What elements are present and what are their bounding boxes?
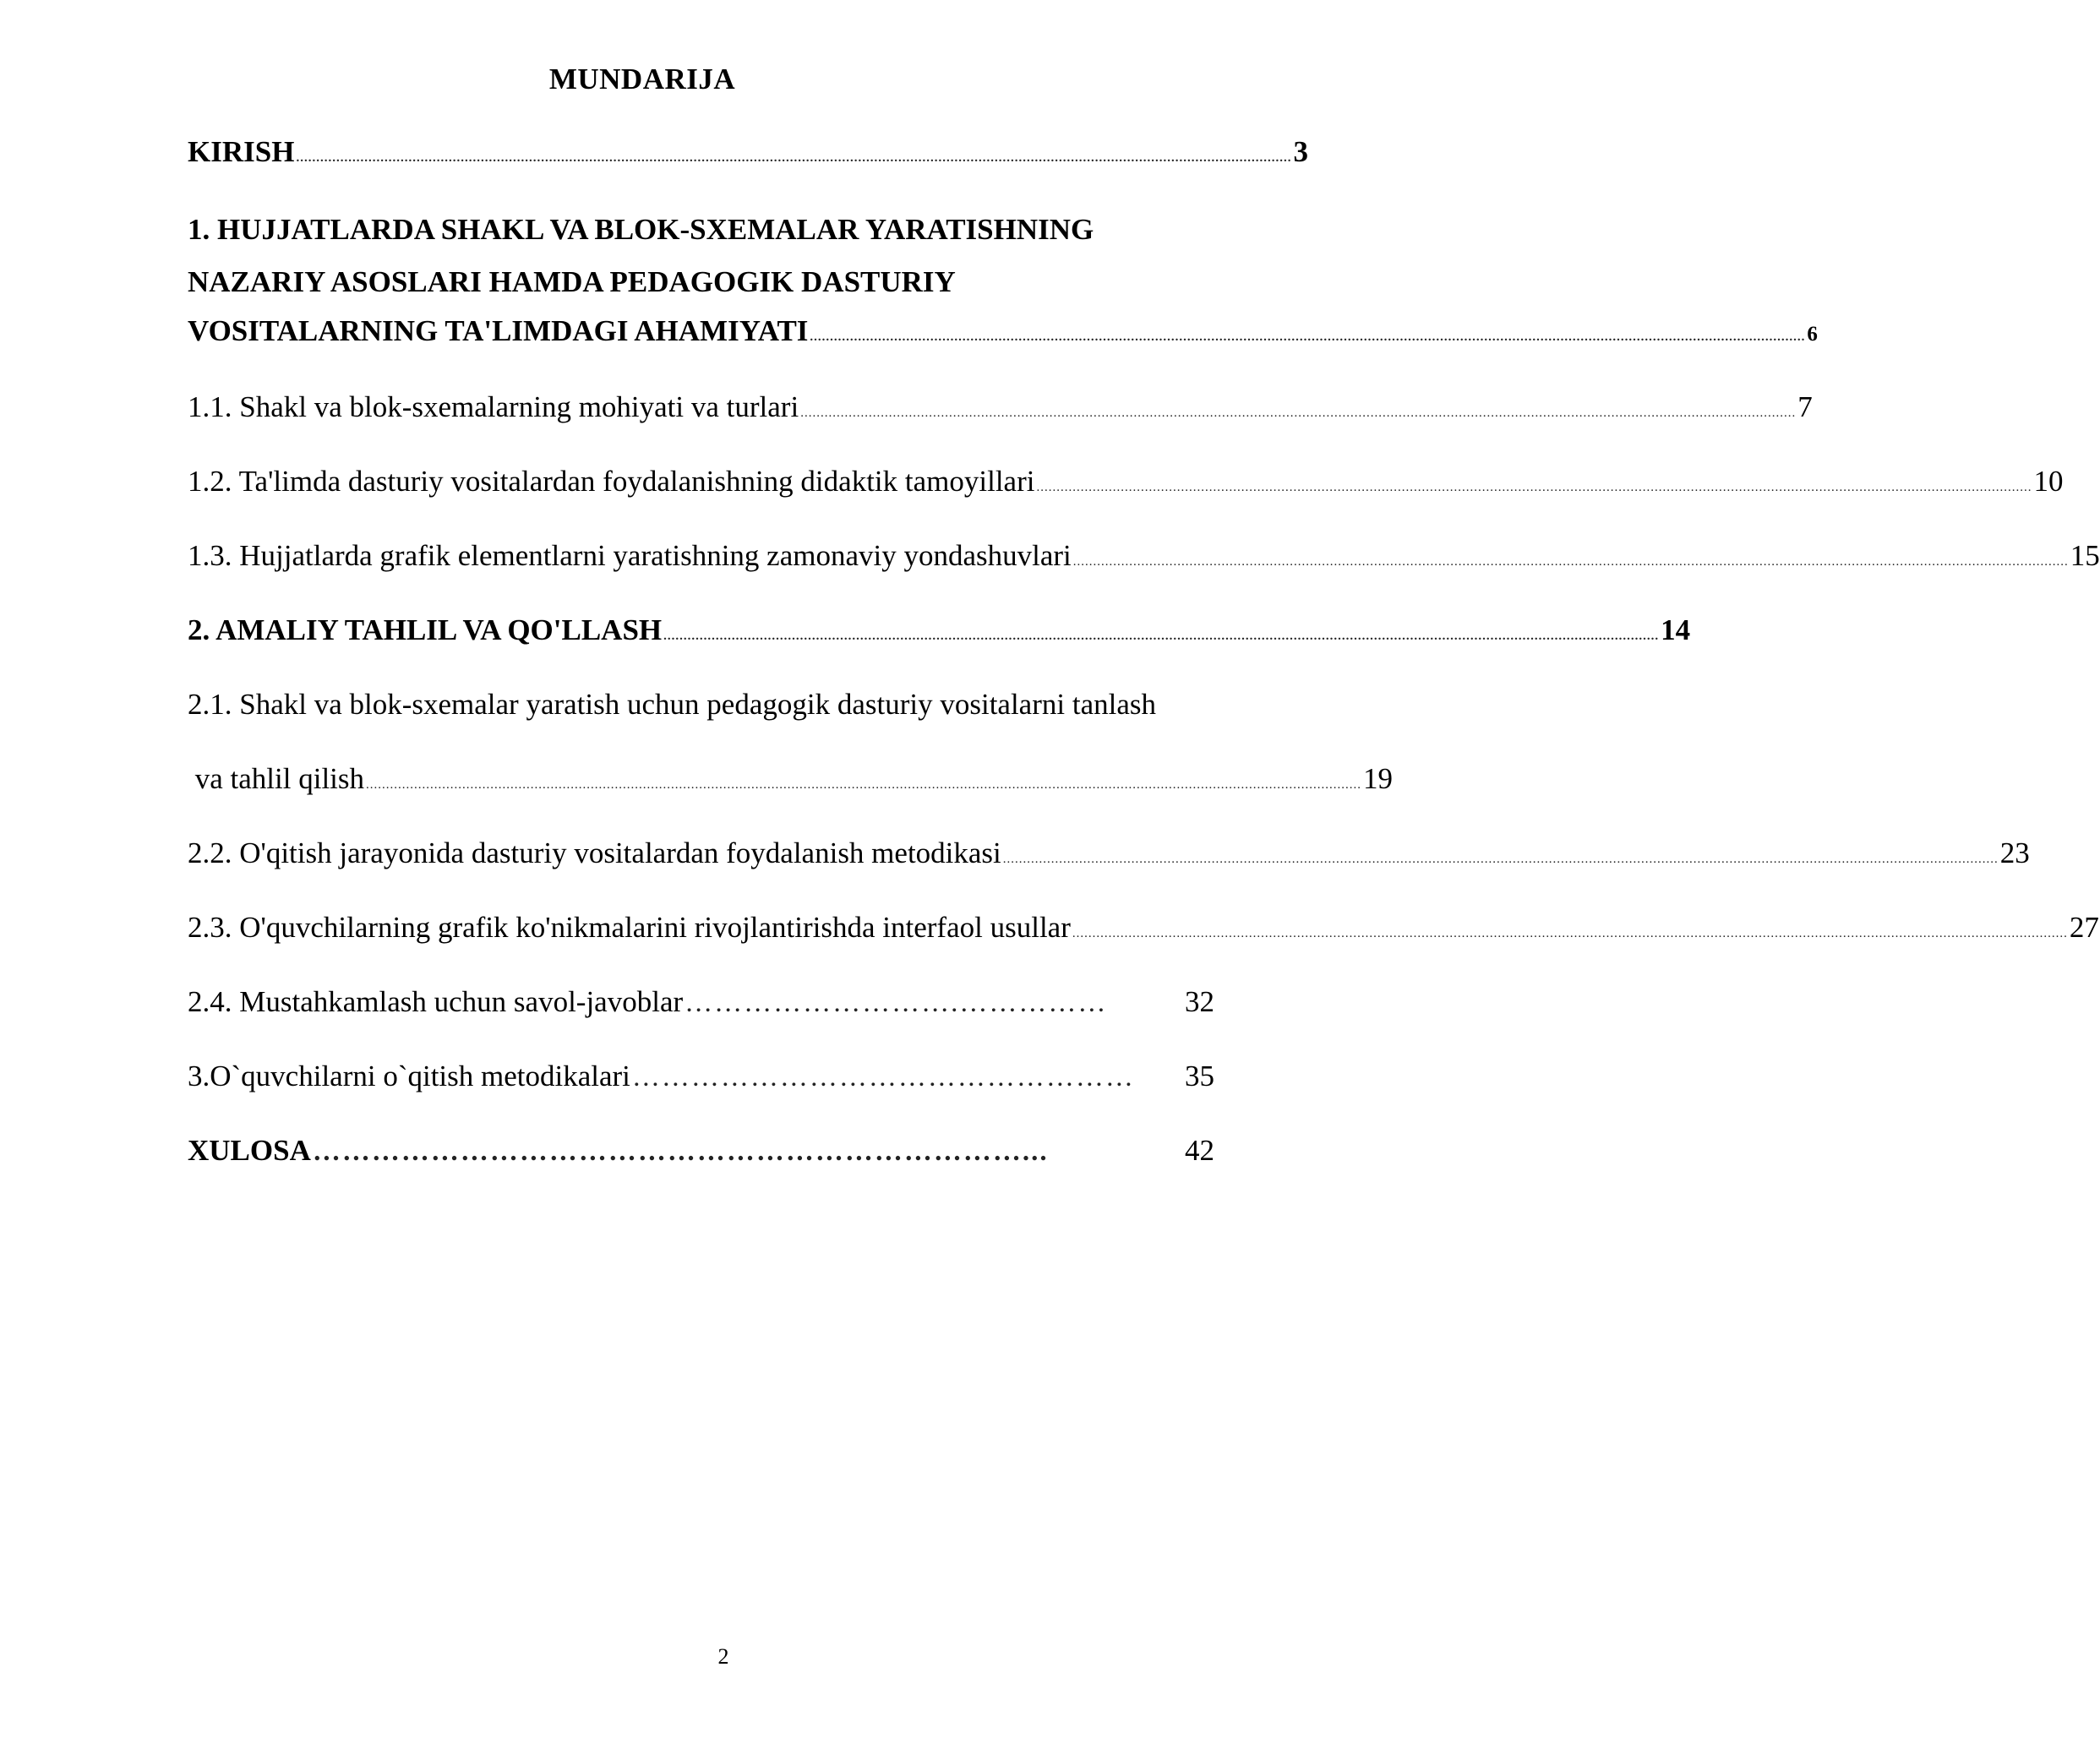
dot-leader: ........................................................................................................................................................................................................................................................	[810, 330, 1806, 344]
toc-entry-label: 2.2. O'qitish jarayonida dasturiy vositalardan foydalanish metodikasi	[188, 836, 1001, 869]
toc-entry-label: 2. AMALIY TAHLIL VA QO'LLASH	[188, 613, 663, 646]
toc-page-number: 15	[2070, 539, 2100, 572]
toc-entry-label: 1.3. Hujjatlarda grafik elementlarni yaratishning zamonaviy yondashuvlari	[188, 539, 1072, 572]
dot-leader: ........................................................................................................................................................................................................................................................	[1036, 481, 2032, 494]
toc-entry-2-3[interactable]	[188, 911, 2099, 962]
toc-entry-kirish[interactable]	[188, 135, 1308, 186]
dot-leader: ……………………….……………	[685, 988, 1108, 1018]
toc-entry-label: 3.O`quvchilarni o`qitish metodikalari	[188, 1060, 630, 1092]
toc-entry-1-3[interactable]	[188, 539, 2100, 590]
toc-entry-chapter1[interactable]	[188, 314, 1818, 365]
toc-page-number: 23	[1999, 836, 2030, 869]
toc-page-number: 27	[2069, 911, 2099, 944]
dot-leader: ........................................................................................................................................................................................................................................................	[800, 406, 1797, 420]
toc-page-number: 19	[1363, 762, 1394, 795]
toc-entry-2-1[interactable]	[188, 762, 1394, 813]
toc-page-number: 14	[1661, 613, 1691, 646]
dot-leader: ........................................................................................................................................................................................................................................................	[296, 151, 1292, 165]
toc-entry-label: 2.1. Shakl va blok-sxemalar yaratish uchun pedagogik dasturiy vositalarni tanlash	[188, 688, 1156, 721]
toc-entry-chapter1-line2[interactable]: NAZARIY ASOSLARI HAMDA PEDAGOGIK DASTURIY	[188, 265, 956, 298]
toc-entry-label: 1.2. Ta'limda dasturiy vositalardan foydalanishning didaktik tamoyillari	[188, 465, 1035, 498]
toc-page-number: 6	[1807, 323, 1818, 346]
toc-entry-1-2[interactable]	[188, 465, 2064, 515]
toc-page-number: 10	[2033, 465, 2064, 498]
toc-entry-label: XULOSA	[188, 1134, 311, 1167]
toc-page-number: 7	[1797, 390, 1813, 423]
dot-leader: ……………………………………………	[631, 1062, 1135, 1092]
dot-leader: ........................................................................................................................................................................................................................................................	[366, 778, 1362, 792]
dot-leader: ........................................................................................................................................................................................................................................................	[663, 629, 1660, 643]
toc-entry-label: KIRISH	[188, 135, 295, 168]
toc-entry-chapter2[interactable]	[188, 613, 1691, 664]
toc-page-number: 3	[1293, 135, 1308, 168]
toc-entry-1-1[interactable]	[188, 390, 1813, 441]
toc-entry-xulosa[interactable]	[188, 1134, 1214, 1185]
toc-entry-chapter1-line1[interactable]: 1. HUJJATLARDA SHAKL VA BLOK-SXEMALAR YARATISHNING	[188, 213, 1094, 246]
toc-entry-label: 2.3. O'quvchilarning grafik ko'nikmalarini rivojlantirishda interfaol usullar	[188, 911, 1071, 944]
toc-entry-label: 1.1. Shakl va blok-sxemalarning mohiyati va turlari	[188, 390, 799, 423]
toc-page-number: 35	[1185, 1060, 1214, 1092]
dot-leader: ………………………………………………………………...	[312, 1136, 1049, 1167]
toc-entry-chapter3[interactable]	[188, 1060, 1214, 1110]
page-title: MUNDARIJA	[548, 63, 736, 95]
dot-leader: ........................................................................................................................................................................................................................................................	[1072, 927, 2068, 940]
toc-page-number: 32	[1185, 985, 1214, 1018]
toc-entry-label: VOSITALARNING TA'LIMDAGI AHAMIYATI	[188, 314, 809, 347]
toc-page-number: 42	[1185, 1134, 1214, 1167]
dot-leader: ........................................................................................................................................................................................................................................................	[1002, 853, 1999, 866]
toc-entry-label: 2.4. Mustahkamlash uchun savol-javoblar	[188, 985, 684, 1018]
toc-entry-label: va tahlil qilish	[188, 762, 365, 795]
dot-leader: ........................................................................................................................................................................................................................................................	[1072, 555, 2069, 569]
toc-entry-2-4[interactable]	[188, 985, 1214, 1036]
page-number-footer: 2	[717, 1644, 729, 1669]
toc-entry-2-1-line1[interactable]	[188, 688, 1214, 738]
toc-entry-2-2[interactable]	[188, 836, 2030, 887]
